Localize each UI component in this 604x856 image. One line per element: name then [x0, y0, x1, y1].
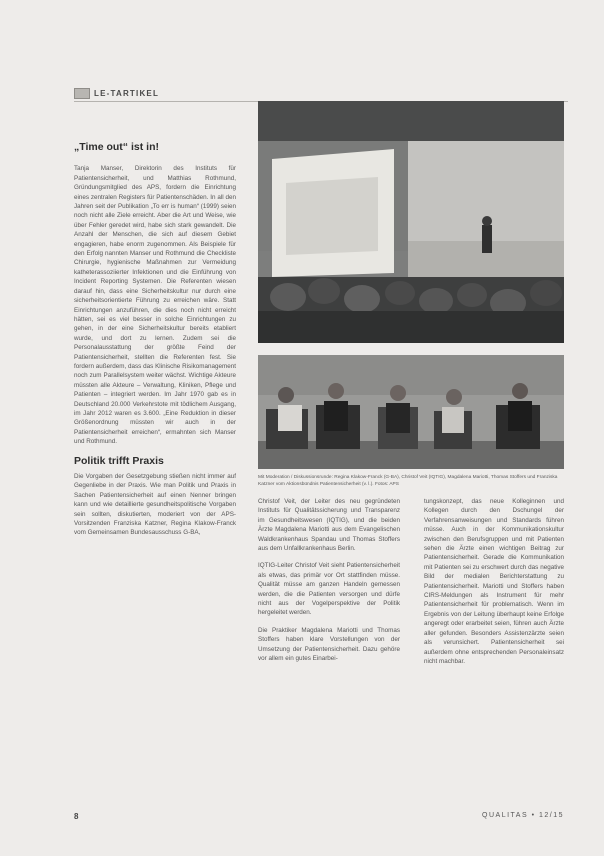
article-body-time-out: Tanja Manser, Direktorin des Instituts für Patientensicherheit, und Matthias Rothmund, Gründungsmitglied des APS, fordern die Einrichtung eines zentralen Registers für Patientenschäden. In all den Jahren seit der Publikation „To err is human“ (1999) seien noch nicht alle Ziele erreicht. Aber die Art und Weise, wie über Fehler geredet wird, habe sich stark gewandelt. Die Anzahl der Menschen, die sich auf diesem Gebiet engagieren, habe enorm zugenommen. Als Beispiele für den Erfolg nannten Manser und Rothmund die Checkliste Chirurgie, hygienische Maßnahmen zur Vermeidung katheterassoziierter Infektionen und die Einführung von Incident Reporting Systemen. Die Referenten wiesen darauf hin, dass eine Sicherheitskultur nur durch eine sicherheitsorientierte Führung zu erreichen wäre. Statt Einrichtungen anzuführen, die dies noch nicht erreicht hätten, sei es viel besser in solche Einrichtungen zu gehen, in der eine Sicherheitskultur bereits etabliert wurde, und dort zu lernen. Zudem sei die Personalausstattung der größte Feind der Patientensicherheit, stellten die Referenten fest. Sie fordern außerdem, dass das Klinische Risikomanagement noch zum Parallelsystem weiter wächst. Wichtige Akteure müssten alle Akteure – Verwaltung, Kliniken, Pflege und Patienten – integriert werden. Im Jahr 1970 gab es in Deutschland 20.000 Verkehrstote mit tödlichem Ausgang, im Jahr 2012 waren es 3.600. „Eine Reduktion in dieser Größenordnung müssten wir auch in der Patientensicherheit erreichen“, ermahnten sich Manser und Rothmund.: [74, 165, 236, 446]
middle-para-2: IQTIG-Leiter Christof Veit sieht Patientensicherheit als etwas, das primär vor Ort stattfinden müsse. Qualität müsse am ganzen Handeln gemessen werden, die die Patienten versorgen und dürfe nicht aus der Vogelperspektive der Politik hergeleitet werden.: [258, 562, 400, 617]
right-para-1: tungskonzept, das neue Kolleginnen und Kollegen durch den Dschungel der Verfahrensanweisungen und Standards führen müsse. Auch in der Kommunikationskultur zwischen den Berufsgruppen und mit Patienten sehen die Ärzte einen wichtigen Beitrag zur Patientensicherheit. Gerade die Kommunikation mit Patienten sei zu erschwert durch das negative Bild der medialen Berichterstattung zu Patientensicherheit. Mariotti und Stoffers haben CIRS-Meldungen als Instrument für mehr Patientensicherheit für problematisch. Wenn im Ergebnis von der Leitung überhaupt keine Erfolge angeregt oder erarbeitet seien, führen auch Ärzte aller gefunden. Besonders Assistenzärzte seien als verunsichert. Patientensicherheit sei außerdem ohne entsprechenden Personaleinsatz nicht machbar.: [424, 498, 564, 665]
section-square-icon: [74, 88, 90, 99]
middle-para-3: Die Praktiker Magdalena Mariotti und Thomas Stoffers haben klare Vorstellungen von der Umsetzung der Patientensicherheit. Dazu gehöre vor allem ein gutes Einarbei-: [258, 626, 400, 663]
article-body-politik: Die Vorgaben der Gesetzgebung stießen nicht immer auf Gegenliebe in der Praxis. Wie man Politik und Praxis in Sachen Patientensicherheit auf einen Nenner bringen kann und wie detaillierte gesundheitspolitische Vorgaben sein sollten, diskutierten, moderiert von der APS-Vorsitzenden Franziska Katzner, Regina Klakow-Franck vom Gemeinsamen Bundesausschuss G-BA,: [74, 473, 236, 537]
section-header: [74, 88, 159, 99]
middle-para-1: Christof Veit, der Leiter des neu gegründeten Instituts für Qualitätssicherung und Transparenz im Gesundheitswesen (IQTIG), und die beiden Ärzte Magdalena Mariotti aus dem Evangelischen Waldkrankenhaus Spandau und Thomas Stoffers aus dem Unfallkrankenhaus Berlin.: [258, 498, 400, 553]
panel-discussion-photo: [258, 355, 564, 469]
middle-column: [258, 497, 400, 666]
article-heading-time-out: „Time out“ ist in!: [74, 141, 159, 153]
journal-issue: QUALITAS • 12/15: [482, 812, 564, 819]
section-title: LE-TARTIKEL: [94, 89, 160, 98]
page-number: 8: [74, 812, 79, 821]
right-column: [424, 497, 564, 668]
article-heading-politik: Politik trifft Praxis: [74, 454, 164, 467]
left-column: [74, 143, 236, 540]
photo-caption: Mit Moderation / Diskussionsrunde: Regina Klakow-Franck (G-BA), Christof Veit (IQTIG), Magdalena Mariotti, Thomas Stoffers und Franziska Katzner vom Aktionsbündnis Patientensicherheit (v. l.). Fotos: APS: [258, 475, 558, 487]
conference-hall-photo: [258, 101, 564, 343]
